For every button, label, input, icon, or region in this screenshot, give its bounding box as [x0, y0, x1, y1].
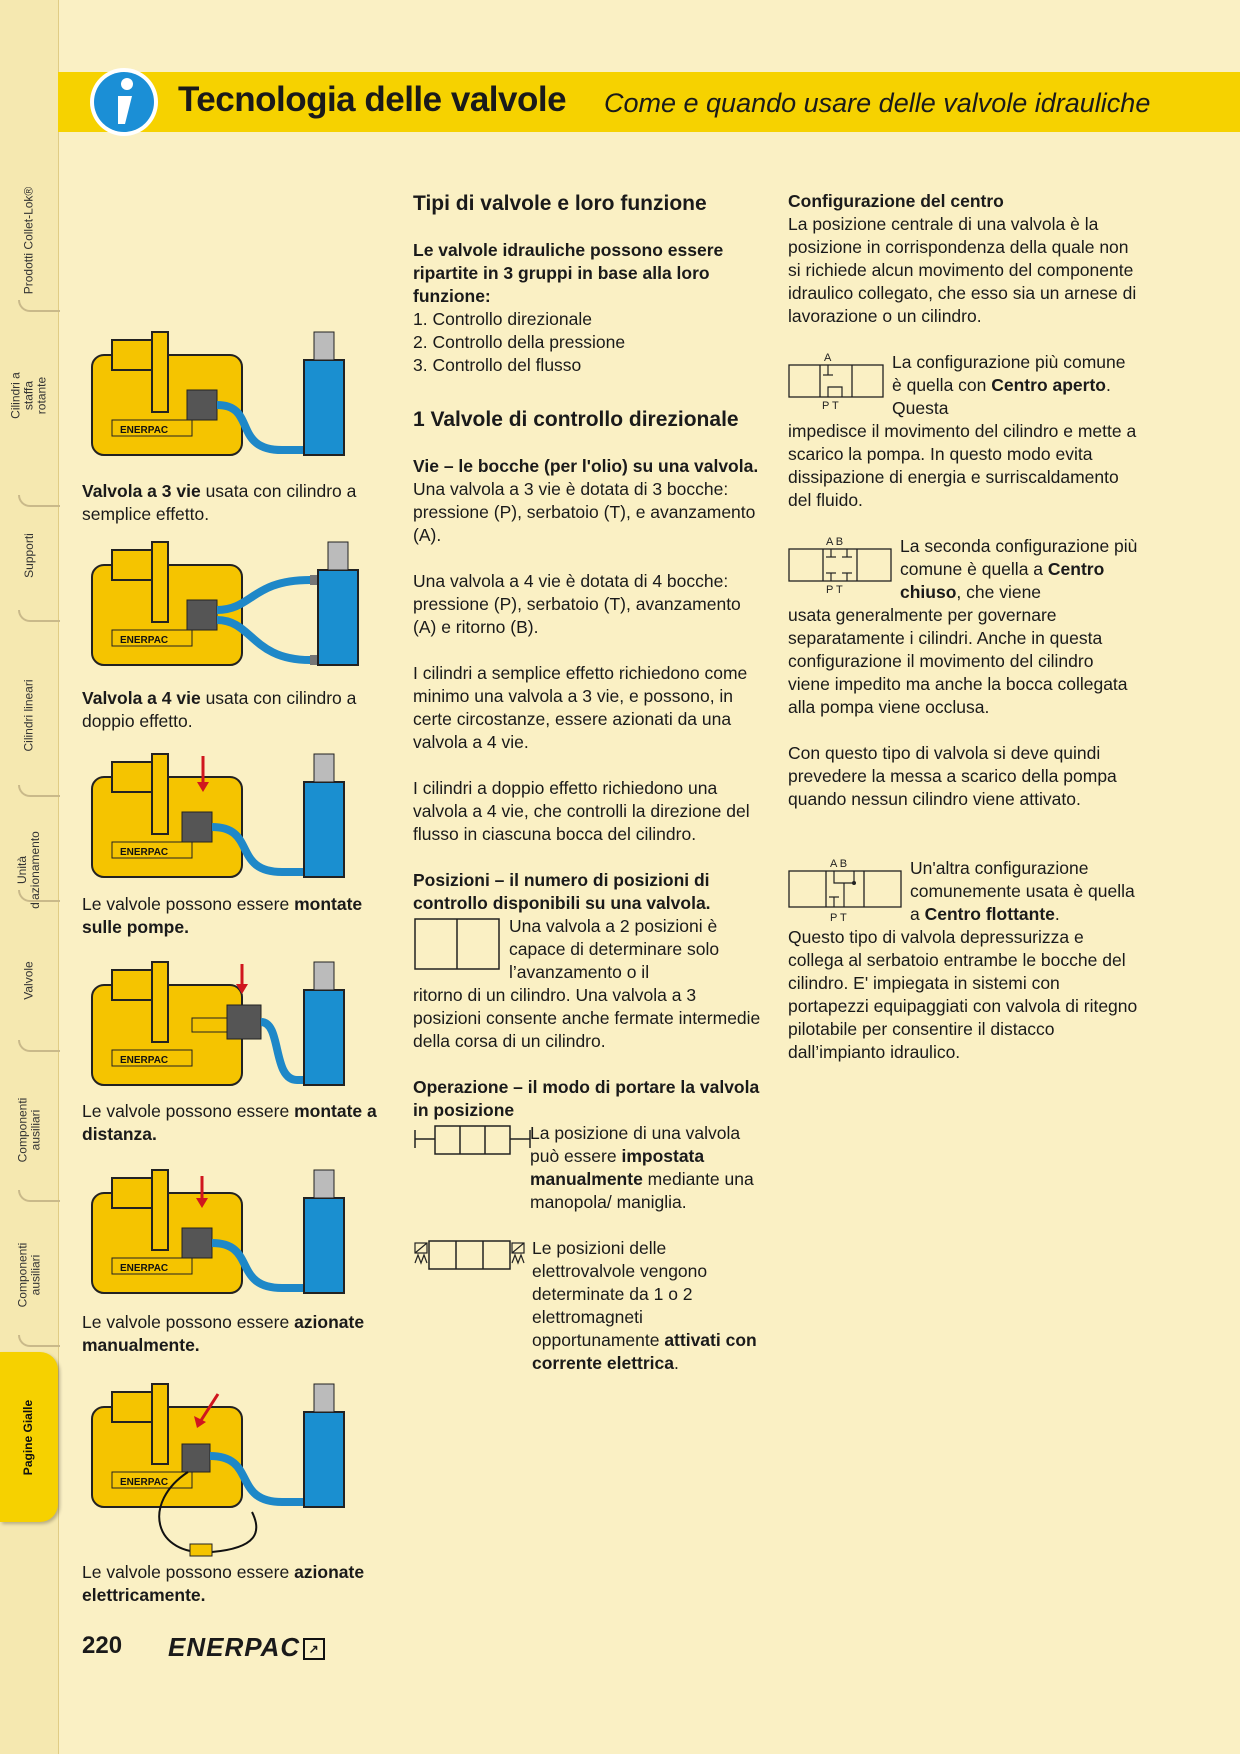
caption-bold: azionate manualmente. — [82, 1312, 365, 1355]
svg-text:A B: A B — [830, 858, 848, 870]
pump-brand: ENERPAC — [120, 1477, 169, 1488]
paragraph: Le posizioni delle elettrovalvole vengono determinate da 1 o 2 elettromagneti opportunamente attivati con corrente elettrica. — [532, 1238, 757, 1373]
caption-remote-mounted — [82, 1100, 382, 1146]
manual-valve-symbol — [413, 1122, 533, 1156]
caption-bold: montate a distanza. — [82, 1101, 377, 1144]
side-tab-label: Componenti ausiliari — [15, 1097, 42, 1163]
side-tab-label: Prodotti Collet-Lok® — [21, 186, 36, 294]
paragraph: usata generalmente per governare separatamente i cilindri. Anche in questa configurazione il movimento del cilindro viene impedito ma anche la bocca collegata alla pompa viene occlusa. — [788, 605, 1128, 717]
list-item: 3. Controllo del flusso — [413, 355, 582, 375]
side-tab-unita-azionamento[interactable] — [0, 795, 58, 945]
caption-text: Le valvole possono essere — [82, 1562, 295, 1582]
intro-bold: Le valvole idrauliche possono essere ripartite in 3 gruppi in base alla loro funzione: — [413, 240, 724, 306]
tab-separator — [18, 610, 60, 622]
side-tab-label: Cilindri a staffa rotante — [8, 371, 49, 419]
paragraph: impedisce il movimento del cilindro e mette a scarico la pompa. In questo modo evita dissipazione di energia e surriscaldamento del fluido. — [788, 421, 1137, 510]
section1-heading: 1 Valvole di controllo direzionale — [413, 408, 739, 431]
svg-text:A B: A B — [826, 536, 844, 548]
open-center-block — [788, 351, 1138, 420]
side-tab-label: Componenti ausiliari — [15, 1242, 42, 1308]
side-tab-pagine-gialle[interactable] — [0, 1352, 58, 1522]
logo-text: ENERPAC — [168, 1632, 301, 1662]
right-column — [788, 190, 1138, 1064]
open-center-valve-symbol — [788, 351, 888, 411]
side-tab-componenti-ausiliari-2[interactable] — [0, 1205, 58, 1345]
caption-bold: Valvola a 4 vie — [82, 688, 201, 708]
caption-bold: azionate elettricamente. — [82, 1562, 365, 1605]
caption-text: usata con cilindro a semplice effetto. — [82, 481, 357, 524]
pump-brand: ENERPAC — [120, 847, 169, 858]
caption-bold: montate sulle pompe. — [82, 894, 363, 937]
middle-column — [413, 192, 763, 1375]
center-config-heading: Configurazione del centro — [788, 191, 1004, 211]
paragraph: Un'altra configurazione comunemente usata è quella a Centro flottante. — [910, 858, 1135, 924]
side-tab-collet-lok[interactable] — [0, 170, 58, 310]
operazione-heading: Operazione – il modo di portare la valvola in posizione — [413, 1077, 760, 1120]
pump-illustration-manual — [82, 1168, 402, 1308]
paragraph: I cilindri a doppio effetto richiedono una valvola a 4 vie, che controlli la direzione del flusso in ciascuna bocca del cilindro. — [413, 778, 750, 844]
enerpac-logo — [168, 1632, 325, 1663]
side-tab-label: Valvole — [21, 960, 36, 1000]
pump-brand: ENERPAC — [120, 1263, 169, 1274]
paragraph: Una valvola a 3 vie è dotata di 3 bocche: pressione (P), serbatoio (T), e avanzamento (A). — [413, 479, 756, 545]
paragraph: Con questo tipo di valvola si deve quindi prevedere la messa a scarico della pompa quando nessun cilindro viene attivato. — [788, 743, 1117, 809]
caption-pump-mounted — [82, 893, 382, 939]
side-tab-cilindri-lineari[interactable] — [0, 640, 58, 790]
pump-illustration-remote-mounted — [82, 960, 402, 1100]
paragraph: ritorno di un cilindro. Una valvola a 3 posizioni consente anche fermate intermedie della corsa di un cilindro. — [413, 985, 761, 1051]
two-position-valve-symbol — [413, 915, 503, 973]
pump-illustration-4-way — [82, 540, 402, 680]
side-tab-componenti-ausiliari[interactable] — [0, 1060, 58, 1200]
paragraph: Questo tipo di valvola depressurizza e collega al serbatoio entrambe le bocche del cilindro. E' impiegata in sistemi con portapezzi equipaggiati con valvola di ritegno pilotabile per consentire il distacco dall’impianto idraulico. — [788, 927, 1138, 1062]
caption-3-way — [82, 480, 382, 526]
pump-illustration-electric — [82, 1382, 402, 1562]
caption-manual — [82, 1311, 382, 1357]
vie-heading: Vie – le bocche (per l'olio) su una valvola. — [413, 456, 759, 476]
caption-text: Le valvole possono essere — [82, 1101, 295, 1121]
section-heading: Tipi di valvole e loro funzione — [413, 192, 707, 215]
tab-separator — [18, 1335, 60, 1347]
side-tab-label: Supporti — [21, 532, 36, 578]
posizioni-heading: Posizioni – il numero di posizioni di controllo disponibili su una valvola. — [413, 870, 711, 913]
float-center-valve-symbol — [788, 857, 906, 923]
solenoid-valve-symbol — [413, 1237, 528, 1271]
caption-electric — [82, 1561, 382, 1607]
svg-text:P T: P T — [822, 400, 839, 411]
side-tab-label: Unità d'azionamento — [15, 831, 43, 909]
caption-bold: Valvola a 3 vie — [82, 481, 201, 501]
paragraph: Una valvola a 4 vie è dotata di 4 bocche: pressione (P), serbatoio (T), avanzamento (A) e ritorno (B). — [413, 571, 741, 637]
pump-brand: ENERPAC — [120, 1055, 169, 1066]
pump-illustration-3-way — [82, 330, 402, 470]
side-tab-supporti[interactable] — [0, 505, 58, 605]
side-tab-cilindri-staffa[interactable] — [0, 325, 58, 465]
posizioni-block — [413, 915, 763, 984]
info-icon — [88, 66, 160, 138]
pump-brand: ENERPAC — [120, 635, 169, 646]
svg-text:P T: P T — [826, 584, 843, 595]
list-item: 1. Controllo direzionale — [413, 309, 592, 329]
paragraph: Una valvola a 2 posizioni è capace di determinare solo l’avanzamento o il — [509, 916, 720, 982]
electric-operation-block — [413, 1237, 763, 1375]
side-tab-valvole[interactable] — [0, 930, 58, 1030]
manual-operation-block — [413, 1122, 763, 1214]
paragraph: La configurazione più comune è quella con Centro aperto. Questa — [892, 352, 1126, 418]
tab-separator — [18, 890, 60, 902]
tab-separator — [18, 1190, 60, 1202]
paragraph: I cilindri a semplice effetto richiedono come minimo una valvola a 3 vie, e possono, in certe circostanze, essere azionati da una valvola a 4 vie. — [413, 663, 748, 752]
caption-4-way — [82, 687, 382, 733]
side-tab-label: Cilindri lineari — [21, 678, 36, 752]
logo-mark-icon: ↗ — [303, 1638, 325, 1660]
side-tab-label: Pagine Gialle — [21, 1399, 36, 1475]
paragraph: La posizione centrale di una valvola è la posizione in corrispondenza della quale non si richiede alcun movimento del componente idraulico collegato, che esso sia un arnese di lavorazione o un cilindro. — [788, 214, 1137, 326]
tab-separator — [18, 1040, 60, 1052]
caption-text: Le valvole possono essere — [82, 894, 295, 914]
closed-center-block — [788, 535, 1138, 604]
page-title: Tecnologia delle valvole — [178, 80, 567, 119]
tab-separator — [18, 300, 60, 312]
paragraph: La posizione di una valvola può essere impostata manualmente mediante una manopola/ maniglia. — [530, 1123, 754, 1212]
page-number: 220 — [82, 1632, 123, 1659]
caption-text: usata con cilindro a doppio effetto. — [82, 688, 357, 731]
list-item: 2. Controllo della pressione — [413, 332, 626, 352]
svg-text:P T: P T — [830, 912, 847, 923]
paragraph: La seconda configurazione più comune è quella a Centro chiuso, che viene — [900, 536, 1138, 602]
caption-text: Le valvole possono essere — [82, 1312, 295, 1332]
svg-text:A: A — [824, 352, 832, 364]
side-tab-strip — [0, 0, 59, 1754]
pump-brand: ENERPAC — [120, 425, 169, 436]
page-subtitle: Come e quando usare delle valvole idrauliche — [604, 88, 1151, 118]
closed-center-valve-symbol — [788, 535, 896, 595]
float-center-block — [788, 857, 1138, 926]
pump-illustration-pump-mounted — [82, 752, 402, 892]
